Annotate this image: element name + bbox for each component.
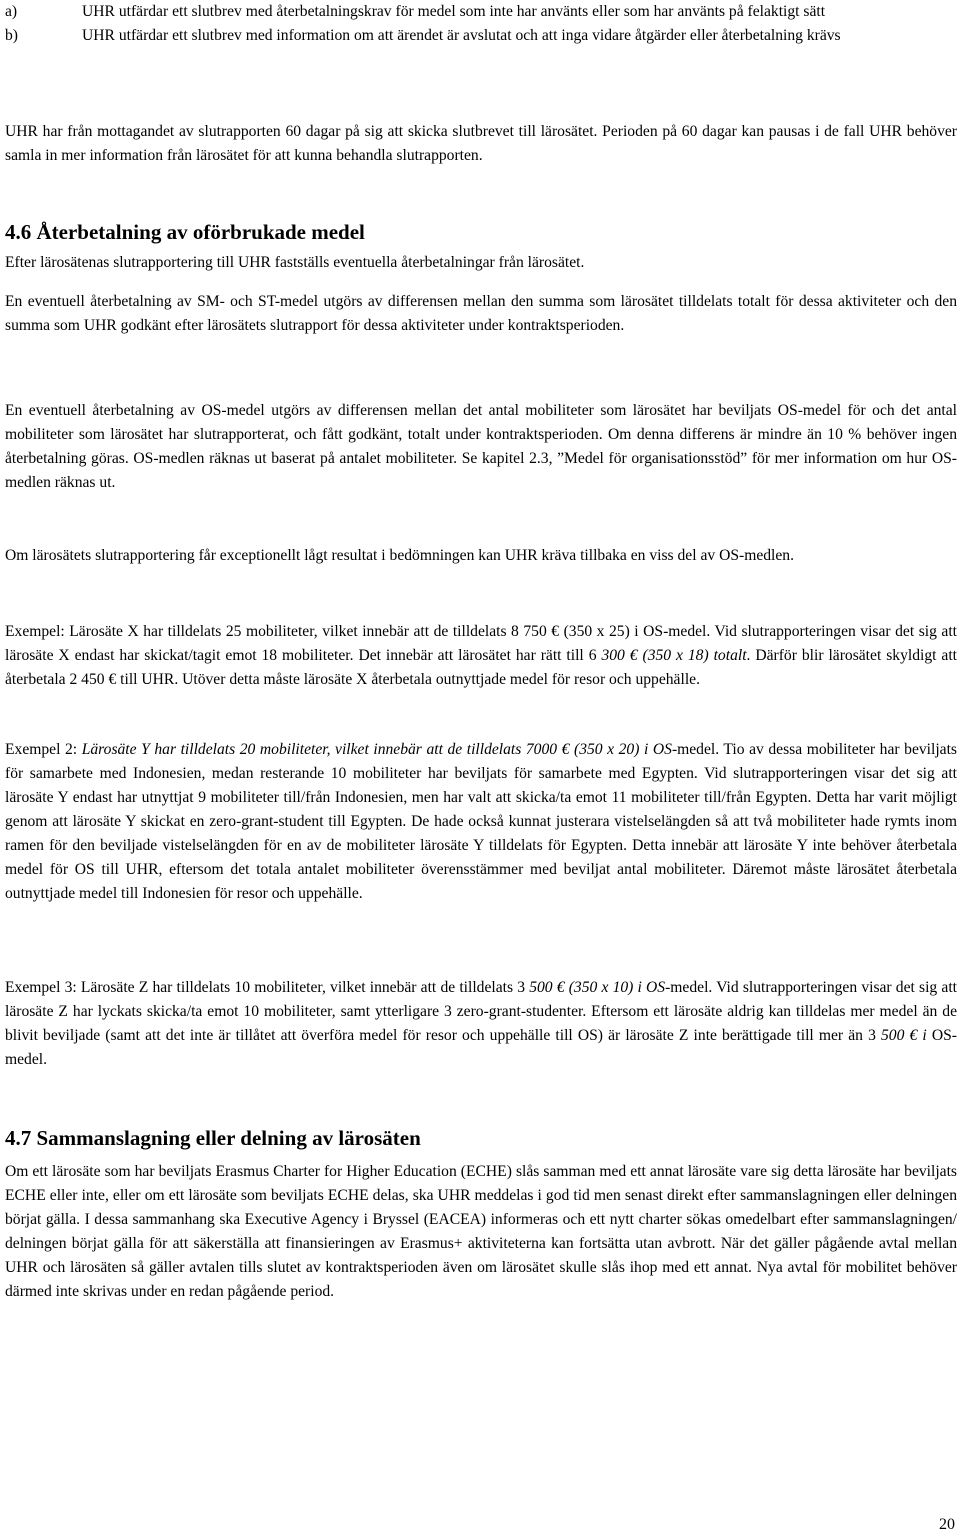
paragraph-example-1 xyxy=(5,620,957,692)
paragraph-intro: Efter lärosätenas slutrapportering till UHR fastställs eventuella återbetalningar från lärosätet. xyxy=(5,254,585,271)
example-3-text-c: OS-medel. xyxy=(5,1027,957,1068)
paragraph-slutbrev: UHR har från mottagandet av slutrapporten 60 dagar på sig att skicka slutbrevet till lärosätet. Perioden på 60 dagar kan pausas i de fall UHR behöver samla in mer information från lärosätet för att kunna behandla slutrapporten. xyxy=(5,123,957,164)
paragraph-example-2 xyxy=(5,738,957,906)
example-3-text-a: Exempel 3: Lärosäte Z har tilldelats 10 mobiliteter, vilket innebär att de tilldelats 3 xyxy=(5,979,530,996)
section-heading-4-7: 4.7 Sammanslagning eller delning av lärosäten xyxy=(5,1126,421,1150)
page-number: 20 xyxy=(939,1516,955,1533)
paragraph-example-3 xyxy=(5,976,957,1072)
paragraph-os-low-result: Om lärosätets slutrapportering får exceptionellt lågt resultat i bedömningen kan UHR kräva tillbaka en viss del av OS-medlen. xyxy=(5,547,794,564)
paragraph-merger: Om ett lärosäte som har beviljats Erasmus Charter for Higher Education (ECHE) slås samman med ett annat lärosäte vare sig detta lärosäte har beviljats ECHE eller inte, eller om ett lärosäte som beviljats ECHE delas, ska UHR meddelas i god tid men senast direkt efter sammanslagningen eller delningen börjat gälla. I dessa sammanhang ska Executive Agency i Bryssel (EACEA) informeras och ett nytt charter sökas omedelbart efter sammanslagningen/ delningen börjat gälla för att säkerställa att finansieringen av Erasmus+ aktiviteterna kan fortsätta utan avbrott. När det gäller pågående avtal mellan UHR och lärosäten så gäller avtalen tills slutet av kontraktsperioden även om lärosätet skulle slås ihop med ett annat. Nya avtal för mobilitet behöver därmed inte skrivas under en redan pågående period. xyxy=(5,1163,957,1300)
example-3-italic-1: 500 € (350 x 10) i OS xyxy=(529,979,666,996)
paragraph-os-medel: En eventuell återbetalning av OS-medel utgörs av differensen mellan det antal mobiliteter som lärosätet har beviljats OS-medel för och det antal mobiliteter som lärosätet har slutrapporterat, och fått godkänt, totalt under kontraktsperioden. Om denna differens är mindre än 10 % behöver ingen återbetalning göras. OS-medlen räknas ut baserat på antalet mobiliteter. Se kapitel 2.3, ”Medel för organisationsstöd” för mer information om hur OS-medlen räknas ut. xyxy=(5,402,957,491)
example-1-text-b: . Därför blir lärosätet skyldigt att återbetala 2 450 € till UHR. Utöver detta måste lärosäte X återbetala outnyttjade medel för resor och uppehälle. xyxy=(5,647,957,688)
list-item-text: UHR utfärdar ett slutbrev med återbetalningskrav för medel som inte har använts eller som har använts på felaktigt sätt xyxy=(82,3,826,20)
list-item xyxy=(5,24,957,48)
list-item xyxy=(5,0,957,24)
section-heading-4-6: 4.6 Återbetalning av oförbrukade medel xyxy=(5,220,365,244)
list-marker: a) xyxy=(5,3,18,20)
example-2-italic: Lärosäte Y har tilldelats 20 mobiliteter, vilket innebär att de tilldelats 7000 € (350 x 20) i OS xyxy=(81,741,672,758)
list-marker: b) xyxy=(5,27,18,44)
list-item-text: UHR utfärdar ett slutbrev med information om att ärendet är avslutat och att inga vidare åtgärder eller återbetalning krävs xyxy=(82,27,841,44)
example-1-text-a: Exempel: Lärosäte X har tilldelats 25 mobiliteter, vilket innebär att de tilldelats 8 750 € (350 x 25) i OS-medel. Vid slutrapporteringen visar det sig att lärosäte X endast har skickat/tagit emot 18 mobiliteter. Det innebär att lärosätet har rätt till 6 xyxy=(5,623,957,664)
example-3-italic-2: 500 € i xyxy=(881,1027,927,1044)
paragraph-sm-st: En eventuell återbetalning av SM- och ST-medel utgörs av differensen mellan den summa som lärosätet tilldelats totalt för dessa aktiviteter och den summa som UHR godkänt efter lärosätets slutrapport för dessa aktiviteter under kontraktsperioden. xyxy=(5,293,957,334)
example-2-text-b: -medel. Tio av dessa mobiliteter har beviljats för samarbete med Indonesien, medan resterande 10 mobiliteter har beviljats för samarbete med Egypten. Vid slutrapporteringen visar det sig att lärosäte Y endast har utnyttjat 9 mobiliteter till/från Indonesien, men har valt att skicka/ta emot 11 mobiliteter till/från Egypten. Detta har varit möjligt genom att lärosäte Y skickat en zero-grant-student till Egypten. De hade också kunnat justerara vistelselängden så att två mobiliteter hade rymts inom ramen för den beviljade vistelselängden för en av de mobiliteter lärosäte Y tilldelats för Egypten. Detta innebär att lärosäte Y inte behöver återbetala medel för OS till UHR, eftersom det totala antalet mobiliteter överensstämmer med beviljat antal mobiliteter. Däremot måste lärosätet återbetala outnyttjade medel till Indonesien för resor och uppehälle. xyxy=(5,741,957,902)
example-2-text-a: Exempel 2: xyxy=(5,741,82,758)
example-1-italic: 300 € (350 x 18) totalt xyxy=(601,647,747,664)
outcome-list xyxy=(5,0,957,48)
example-3-text-b: -medel. Vid slutrapporteringen visar det sig att lärosäte Z har lyckats skicka/ta emot 10 mobiliteter, samt ytterligare 3 zero-grant-studenter. Eftersom ett lärosäte aldrig kan tilldelas mer medel än de blivit beviljade (samt att det inte är tillåtet att överföra medel för resor och uppehälle till OS) är lärosäte Z inte berättigade till mer än 3 xyxy=(5,979,957,1044)
